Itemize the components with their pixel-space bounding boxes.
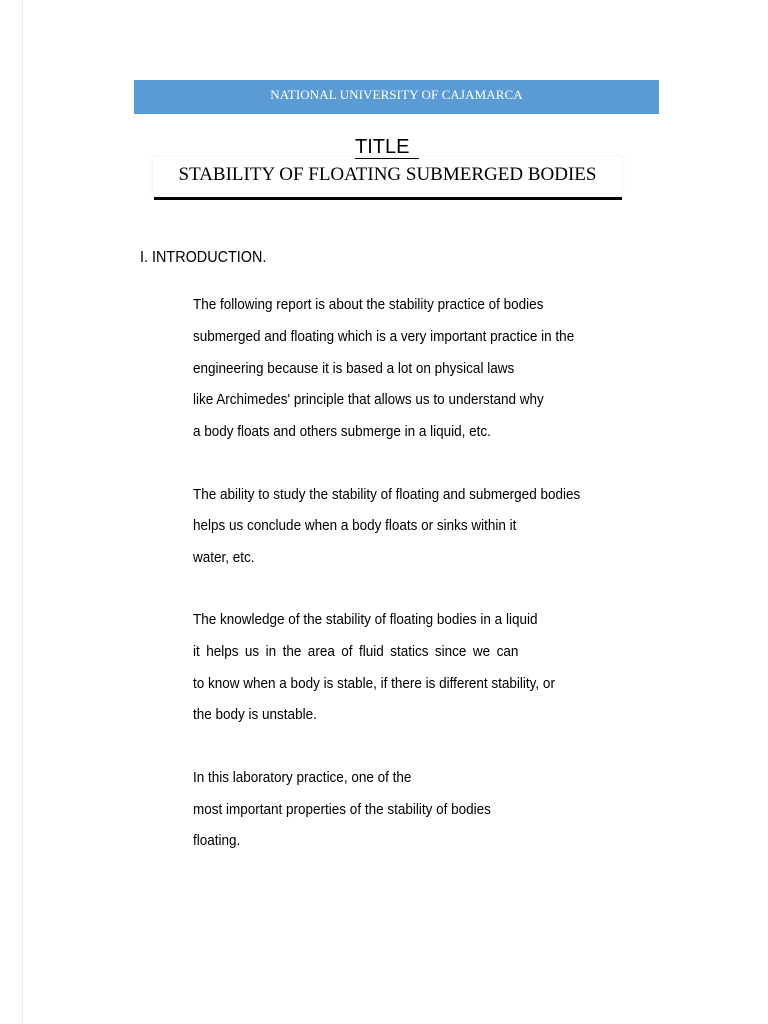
paragraph-2-line-3: water, etc. (193, 549, 255, 566)
paragraph-3-line-3: to know when a body is stable, if there is different stability, or (193, 675, 555, 692)
paragraph-4-line-3: floating. (193, 832, 241, 849)
title-label: TITLE (355, 136, 419, 159)
paragraph-1-line-3: engineering because it is based a lot on physical laws (193, 360, 515, 377)
paragraph-1-line-1: The following report is about the stability practice of bodies (193, 296, 544, 313)
paragraph-3-line-1: The knowledge of the stability of floating bodies in a liquid (193, 611, 538, 628)
page-edge-line (22, 0, 23, 1024)
university-header-bar (134, 80, 659, 114)
paragraph-3-line-2: it helps us in the area of fluid statics since we can (193, 643, 519, 660)
paragraph-4-line-2: most important properties of the stability of bodies (193, 801, 491, 818)
paragraph-2-line-1: The ability to study the stability of floating and submerged bodies (193, 486, 581, 503)
paragraph-3-line-4: the body is unstable. (193, 706, 317, 723)
title-underline-rule (154, 197, 622, 200)
document-title: STABILITY OF FLOATING SUBMERGED BODIES (178, 164, 597, 185)
paragraph-4-line-1: In this laboratory practice, one of the (193, 769, 412, 786)
document-title-box (153, 157, 622, 193)
paragraph-1-line-5: a body floats and others submerge in a liquid, etc. (193, 423, 491, 440)
paragraph-1-line-2: submerged and floating which is a very important practice in the (193, 328, 575, 345)
university-name: NATIONAL UNIVERSITY OF CAJAMARCA (270, 87, 523, 102)
section-heading-introduction: I. INTRODUCTION. (140, 249, 267, 266)
paragraph-1-line-4: like Archimedes' principle that allows us to understand why (193, 391, 544, 408)
paragraph-2-line-2: helps us conclude when a body floats or sinks within it (193, 517, 517, 534)
